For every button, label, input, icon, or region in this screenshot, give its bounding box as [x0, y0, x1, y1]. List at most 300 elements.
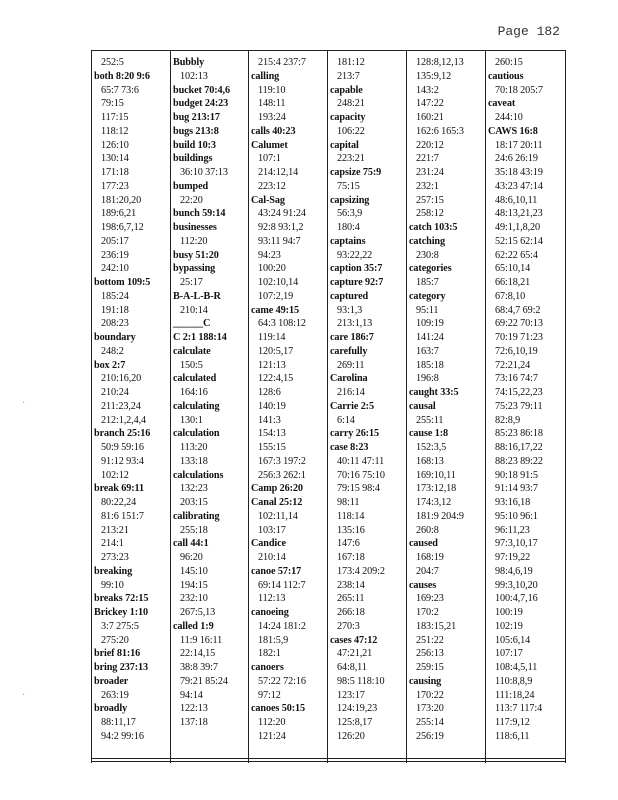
- index-reference: 223:12: [258, 180, 286, 192]
- index-term: bottom 109:5: [94, 277, 151, 288]
- index-reference: 208:23: [101, 318, 129, 330]
- index-reference: 118:6,11: [495, 730, 530, 742]
- index-term: carefully: [330, 345, 368, 357]
- index-reference: 196:8: [416, 373, 439, 385]
- index-reference: 263:19: [101, 689, 129, 701]
- index-term: branch 25:16: [94, 428, 151, 440]
- index-reference: 99:3,10,20: [495, 579, 538, 591]
- index-reference: 167:18: [337, 552, 365, 563]
- index-term: captured: [330, 290, 369, 302]
- index-reference: 85:23 86:18: [495, 428, 543, 440]
- index-reference: 232:10: [180, 593, 208, 605]
- index-reference: 125:8,17: [337, 717, 373, 728]
- index-reference: 100:19: [495, 607, 523, 618]
- index-reference: 72:21,24: [495, 359, 531, 371]
- index-reference: 67:8,10: [495, 290, 526, 302]
- index-term: breaking: [94, 565, 133, 577]
- index-term: calculated: [173, 373, 217, 385]
- index-term: calculate: [173, 345, 211, 357]
- index-reference: 210:14: [180, 304, 208, 316]
- index-reference: 118:12: [101, 125, 129, 137]
- index-term: catching: [409, 235, 445, 247]
- index-reference: 152:3,5: [416, 442, 447, 453]
- index-reference: 117:15: [101, 112, 129, 123]
- index-reference: 270:3: [337, 620, 360, 632]
- index-reference: 112:20: [180, 235, 208, 247]
- index-reference: 48:13,21,23: [495, 208, 543, 220]
- page-number-label: Page 182: [497, 24, 560, 39]
- index-reference: 128:6: [258, 387, 281, 398]
- index-reference: 98:5 118:10: [337, 675, 385, 687]
- index-reference: 181:9 204:9: [416, 510, 464, 522]
- index-reference: 123:17: [337, 689, 365, 701]
- index-reference: 112:20: [258, 717, 286, 728]
- index-reference: 180:4: [337, 222, 360, 233]
- index-term: calibrating: [173, 510, 220, 522]
- index-reference: 117:9,12: [495, 717, 530, 728]
- index-reference: 110:8,8,9: [495, 675, 533, 687]
- index-term: canoers: [251, 662, 284, 673]
- index-reference: 113:20: [180, 442, 208, 453]
- index-term: caught 33:5: [409, 387, 459, 398]
- column-divider: [485, 51, 486, 763]
- index-reference: 273:23: [101, 552, 129, 563]
- index-reference: 121:13: [258, 359, 286, 371]
- index-reference: 260:8: [416, 524, 439, 536]
- index-term: boundary: [94, 332, 136, 343]
- index-reference: 122:4,15: [258, 373, 294, 385]
- index-term: bucket 70:4,6: [173, 84, 230, 96]
- index-reference: 185:7: [416, 277, 439, 288]
- index-reference: 238:14: [337, 579, 365, 591]
- index-reference: 170:2: [416, 607, 439, 618]
- index-reference: 93:1,3: [337, 304, 363, 316]
- index-term: case 8:23: [330, 442, 369, 453]
- index-reference: 124:19,23: [337, 703, 378, 715]
- index-reference: 216:14: [337, 387, 365, 398]
- index-reference: 100:20: [258, 263, 286, 275]
- index-reference: 128:8,12,13: [416, 57, 464, 68]
- index-reference: 267:5,13: [180, 607, 216, 618]
- index-reference: 3:7 275:5: [101, 620, 139, 632]
- index-reference: 183:15,21: [416, 620, 457, 632]
- index-term: bug 213:17: [173, 112, 220, 123]
- index-reference: 213:1,13: [337, 318, 373, 330]
- index-reference: 155:15: [258, 442, 286, 453]
- index-reference: 170:22: [416, 689, 444, 701]
- index-term: cases 47:12: [330, 634, 378, 646]
- index-term: Bubbly: [173, 57, 205, 68]
- index-reference: 236:19: [101, 249, 129, 261]
- index-reference: 133:18: [180, 455, 208, 467]
- index-reference: 145:10: [180, 565, 208, 577]
- index-reference: 93:11 94:7: [258, 235, 301, 247]
- index-term: calling: [251, 70, 280, 82]
- index-reference: 119:10: [258, 84, 286, 96]
- index-reference: 269:11: [337, 359, 365, 371]
- index-reference: 90:18 91:5: [495, 469, 538, 481]
- index-reference: 64:3 108:12: [258, 318, 306, 330]
- index-reference: 204:7: [416, 565, 439, 577]
- index-term: capacity: [330, 112, 366, 123]
- index-reference: 66:18,21: [495, 277, 531, 288]
- index-reference: 210:14: [258, 552, 286, 563]
- index-column-1: [92, 56, 170, 756]
- index-term: came 49:15: [251, 304, 299, 316]
- index-reference: 72:6,10,19: [495, 345, 538, 357]
- index-term: Brickey 1:10: [94, 607, 148, 618]
- index-reference: 147:22: [416, 98, 444, 110]
- index-term: capture 92:7: [330, 277, 384, 288]
- index-reference: 169:10,11: [416, 469, 456, 481]
- index-reference: 6:14: [337, 414, 355, 426]
- index-term: capital: [330, 139, 359, 151]
- index-reference: 137:18: [180, 717, 208, 728]
- index-term: break 69:11: [94, 483, 144, 495]
- index-reference: 47:21,21: [337, 648, 373, 660]
- index-reference: 121:24: [258, 730, 286, 742]
- index-reference: 181:5,9: [258, 634, 289, 646]
- index-reference: 103:17: [258, 524, 286, 536]
- index-term: caveat: [488, 98, 516, 110]
- index-term: box 2:7: [94, 359, 126, 371]
- index-term: B-A-L-B-R: [173, 290, 221, 302]
- index-reference: 210:16,20: [101, 373, 142, 385]
- index-reference: 96:11,23: [495, 524, 530, 536]
- index-reference: 88:23 89:22: [495, 455, 543, 467]
- index-reference: 132:23: [180, 483, 208, 495]
- index-reference: 135:9,12: [416, 70, 452, 82]
- index-reference: 65:10,14: [495, 263, 531, 275]
- index-term: calls 40:23: [251, 125, 296, 137]
- index-reference: 94:2 99:16: [101, 730, 144, 742]
- index-term: brief 81:16: [94, 648, 141, 660]
- index-reference: 99:10: [101, 579, 124, 591]
- index-column-2: [170, 56, 249, 756]
- index-term: calculations: [173, 469, 224, 481]
- index-reference: 69:14 112:7: [258, 579, 306, 591]
- index-reference: 108:4,5,11: [495, 662, 538, 673]
- index-reference: 118:14: [337, 510, 365, 522]
- index-reference: 98:11: [337, 497, 360, 508]
- index-reference: 24:6 26:19: [495, 153, 538, 165]
- index-term: bring 237:13: [94, 662, 148, 673]
- index-term: cause 1:8: [409, 428, 448, 440]
- index-reference: 94:23: [258, 249, 281, 261]
- index-reference: 221:7: [416, 153, 439, 165]
- index-term: carry 26:15: [330, 428, 379, 440]
- index-reference: 94:14: [180, 689, 203, 701]
- index-term: cautious: [488, 70, 524, 82]
- index-reference: 173:4 209:2: [337, 565, 385, 577]
- index-reference: 160:21: [416, 112, 444, 123]
- index-reference: 193:24: [258, 112, 286, 123]
- index-reference: 93:22,22: [337, 249, 373, 261]
- index-reference: 102:12: [101, 469, 129, 481]
- index-reference: 88:11,17: [101, 717, 136, 728]
- index-term: call 44:1: [173, 538, 209, 550]
- index-reference: 97:12: [258, 689, 281, 701]
- index-term: calculating: [173, 400, 220, 412]
- index-reference: 210:24: [101, 387, 129, 398]
- index-reference: 22:14,15: [180, 648, 216, 660]
- index-reference: 162:6 165:3: [416, 125, 464, 137]
- index-reference: 122:13: [180, 703, 208, 715]
- index-reference: 79:21 85:24: [180, 675, 228, 687]
- index-term: caption 35:7: [330, 263, 383, 275]
- index-reference: 18:17 20:11: [495, 139, 543, 151]
- index-reference: 93:16,18: [495, 497, 531, 508]
- index-reference: 98:4,6,19: [495, 565, 533, 577]
- index-term: Canal 25:12: [251, 497, 303, 508]
- index-reference: 38:8 39:7: [180, 662, 218, 673]
- column-divider: [248, 51, 249, 763]
- index-reference: 255:11: [416, 414, 444, 426]
- index-term: both 8:20 9:6: [94, 70, 150, 82]
- index-term: Calumet: [251, 139, 288, 151]
- index-reference: 185:18: [416, 359, 444, 371]
- index-reference: 141:24: [416, 332, 444, 343]
- index-reference: 95:11: [416, 304, 439, 316]
- index-reference: 91:14 93:7: [495, 483, 538, 495]
- index-reference: 56:3,9: [337, 208, 363, 220]
- index-term: CAWS 16:8: [488, 125, 538, 137]
- index-reference: 171:18: [101, 167, 129, 178]
- index-reference: 107:1: [258, 153, 281, 165]
- index-reference: 185:24: [101, 290, 129, 302]
- index-reference: 36:10 37:13: [180, 167, 228, 178]
- index-reference: 105:6,14: [495, 634, 531, 646]
- index-reference: 248:2: [101, 345, 124, 357]
- index-reference: 69:22 70:13: [495, 318, 543, 330]
- index-reference: 242:10: [101, 263, 129, 275]
- index-reference: 252:5: [101, 57, 124, 68]
- index-reference: 135:16: [337, 524, 365, 536]
- index-reference: 256:13: [416, 648, 444, 660]
- word-index-table: [91, 50, 566, 763]
- index-reference: 214:12,14: [258, 167, 299, 178]
- index-reference: 92:8 93:1,2: [258, 222, 304, 233]
- index-reference: 111:18,24: [495, 689, 535, 701]
- index-term: captains: [330, 235, 366, 247]
- index-reference: 223:21: [337, 153, 365, 165]
- index-reference: 220:12: [416, 139, 444, 151]
- column-divider: [170, 51, 171, 763]
- index-reference: 88:16,17,22: [495, 442, 543, 453]
- index-term: canoeing: [251, 607, 289, 618]
- index-term: busy 51:20: [173, 249, 219, 261]
- index-reference: 130:1: [180, 414, 203, 426]
- index-reference: 181:20,20: [101, 194, 142, 206]
- index-term: broadly: [94, 703, 128, 715]
- index-reference: 205:17: [101, 235, 129, 247]
- index-reference: 230:8: [416, 249, 439, 261]
- index-reference: 126:20: [337, 730, 365, 742]
- index-term: Cal-Sag: [251, 194, 285, 206]
- index-reference: 191:18: [101, 304, 129, 316]
- index-reference: 119:14: [258, 332, 286, 343]
- index-reference: 73:16 74:7: [495, 373, 538, 385]
- index-reference: 248:21: [337, 98, 365, 110]
- index-reference: 68:4,7 69:2: [495, 304, 541, 316]
- index-term: capsize 75:9: [330, 167, 382, 178]
- index-reference: 232:1: [416, 180, 439, 192]
- index-term: calculation: [173, 428, 220, 440]
- index-reference: 25:17: [180, 277, 203, 288]
- index-term: categories: [409, 263, 452, 275]
- index-reference: 275:20: [101, 634, 129, 646]
- index-term: bypassing: [173, 263, 216, 275]
- index-reference: 259:15: [416, 662, 444, 673]
- index-term: called 1:9: [173, 620, 214, 632]
- index-term: bunch 59:14: [173, 208, 226, 220]
- index-reference: 70:16 75:10: [337, 469, 385, 481]
- index-term: Carrie 2:5: [330, 400, 374, 412]
- index-column-3: [248, 56, 328, 756]
- index-reference: 107:2,19: [258, 290, 294, 302]
- index-reference: 74:15,22,23: [495, 387, 543, 398]
- index-reference: 169:23: [416, 593, 444, 605]
- index-reference: 11:9 16:11: [180, 634, 223, 646]
- index-reference: 213:21: [101, 524, 129, 536]
- index-reference: 256:3 262:1: [258, 469, 306, 481]
- index-reference: 102:19: [495, 620, 523, 632]
- index-reference: 79:15 98:4: [337, 483, 380, 495]
- index-reference: 251:22: [416, 634, 444, 646]
- index-term: canoes 50:15: [251, 703, 305, 715]
- index-reference: 22:20: [180, 194, 203, 206]
- column-divider: [406, 51, 407, 763]
- index-reference: 112:13: [258, 593, 286, 605]
- index-reference: 214:1: [101, 538, 124, 550]
- index-reference: 79:15: [101, 98, 124, 110]
- index-reference: 143:2: [416, 84, 439, 96]
- index-term: canoe 57:17: [251, 565, 302, 577]
- index-reference: 164:16: [180, 387, 208, 398]
- index-reference: 81:6 151:7: [101, 510, 144, 522]
- index-reference: 43:24 91:24: [258, 208, 306, 220]
- index-reference: 257:15: [416, 194, 444, 206]
- index-term: breaks 72:15: [94, 593, 149, 605]
- index-term: caused: [409, 538, 438, 550]
- index-reference: 194:15: [180, 579, 208, 591]
- index-reference: 113:7 117:4: [495, 703, 543, 715]
- index-reference: 174:3,12: [416, 497, 452, 508]
- index-term: budget 24:23: [173, 98, 229, 110]
- index-reference: 231:24: [416, 167, 444, 178]
- index-reference: 126:10: [101, 139, 129, 151]
- bottom-double-rule: [91, 758, 566, 762]
- index-reference: 70:19 71:23: [495, 332, 543, 343]
- index-reference: 62:22 65:4: [495, 249, 538, 261]
- index-reference: 215:4 237:7: [258, 57, 306, 68]
- index-term: Candice: [251, 538, 286, 550]
- index-term: causal: [409, 400, 436, 412]
- index-reference: 75:23 79:11: [495, 400, 543, 412]
- index-reference: 211:23,24: [101, 400, 141, 412]
- index-reference: 260:15: [495, 57, 523, 68]
- index-reference: 91:12 93:4: [101, 455, 144, 467]
- index-term: businesses: [173, 222, 217, 233]
- index-column-6: [485, 56, 566, 756]
- index-reference: 97:3,10,17: [495, 538, 538, 550]
- index-term: buildings: [173, 153, 213, 165]
- index-term: capable: [330, 84, 363, 96]
- index-reference: 14:24 181:2: [258, 620, 306, 632]
- index-reference: 70:18 205:7: [495, 84, 543, 96]
- left-margin-speck: ·: [22, 690, 26, 701]
- index-reference: 96:20: [180, 552, 203, 563]
- index-reference: 65:7 73:6: [101, 84, 139, 96]
- index-reference: 150:5: [180, 359, 203, 371]
- index-reference: 141:3: [258, 414, 281, 426]
- index-reference: 258:12: [416, 208, 444, 220]
- index-term: capsizing: [330, 194, 370, 206]
- left-margin-speck: ·: [22, 398, 26, 409]
- index-reference: 102:13: [180, 70, 208, 82]
- index-reference: 244:10: [495, 112, 523, 123]
- index-term: Camp 26:20: [251, 483, 303, 495]
- index-reference: 75:15: [337, 180, 360, 192]
- index-reference: 82:8,9: [495, 414, 521, 426]
- index-reference: 173:12,18: [416, 483, 457, 495]
- index-reference: 102:10,14: [258, 277, 299, 288]
- index-term: catch 103:5: [409, 222, 458, 233]
- index-reference: 173:20: [416, 703, 444, 715]
- index-reference: 120:5,17: [258, 345, 294, 357]
- index-reference: 100:4,7,16: [495, 593, 538, 605]
- index-reference: 95:10 96:1: [495, 510, 538, 522]
- index-reference: 50:9 59:16: [101, 442, 144, 453]
- index-term: ______C: [173, 318, 211, 330]
- index-reference: 106:22: [337, 125, 365, 137]
- index-reference: 109:19: [416, 318, 444, 330]
- index-reference: 168:13: [416, 455, 444, 467]
- index-term: bumped: [173, 180, 209, 192]
- index-reference: 140:19: [258, 400, 286, 412]
- index-reference: 213:7: [337, 70, 360, 82]
- index-reference: 203:15: [180, 497, 208, 508]
- index-reference: 80:22,24: [101, 497, 137, 508]
- index-reference: 266:18: [337, 607, 365, 618]
- index-term: bugs 213:8: [173, 125, 219, 137]
- index-reference: 43:23 47:14: [495, 180, 543, 192]
- index-term: care 186:7: [330, 332, 374, 343]
- index-term: causes: [409, 579, 437, 591]
- index-term: broader: [94, 675, 129, 687]
- index-reference: 189:6,21: [101, 208, 137, 220]
- index-reference: 255:14: [416, 717, 444, 728]
- index-reference: 35:18 43:19: [495, 167, 543, 178]
- index-reference: 52:15 62:14: [495, 235, 543, 247]
- index-reference: 212:1,2,4,4: [101, 414, 147, 426]
- index-reference: 102:11,14: [258, 510, 298, 522]
- index-term: causing: [409, 675, 442, 687]
- index-reference: 265:11: [337, 593, 365, 605]
- index-term: build 10:3: [173, 139, 216, 151]
- index-reference: 198:6,7,12: [101, 222, 144, 233]
- index-reference: 97:19,22: [495, 552, 531, 563]
- index-reference: 57:22 72:16: [258, 675, 306, 687]
- index-term: C 2:1 188:14: [173, 332, 227, 343]
- index-reference: 168:19: [416, 552, 444, 563]
- index-reference: 255:18: [180, 524, 208, 536]
- index-reference: 154:13: [258, 428, 286, 440]
- index-reference: 182:1: [258, 648, 281, 660]
- index-reference: 49:1,1,8,20: [495, 222, 541, 233]
- index-column-4: [327, 56, 407, 756]
- column-divider: [327, 51, 328, 763]
